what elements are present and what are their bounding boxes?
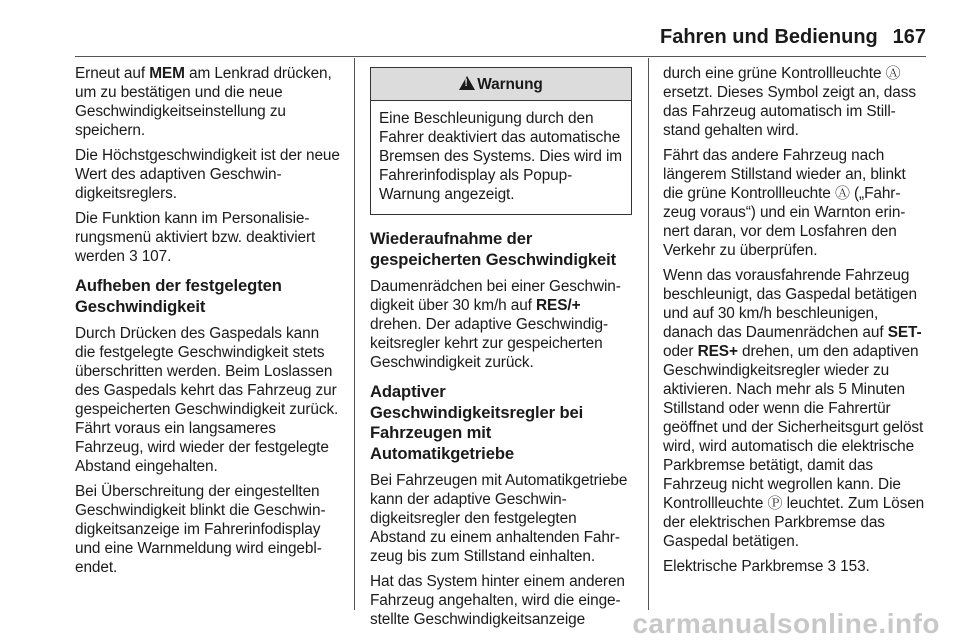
paragraph: Wenn das vorausfahrende Fahrzeug beschleunigt, das Gaspedal betätigen und auf 30 km/h beschleunigen, danach das Daumenrädchen auf SET- oder RES+ drehen, um den adaptiven Geschwindigkeitsregler wieder zu aktivieren. Nach mehr als 5 Minuten Stillstand oder wenn die Fahrertür geöffnet und der Sicherheitsgurt gelöst wird, wird automatisch die elektrische Parkbremse betätigt, damit das Fahrzeug nicht wegrollen kann. Die Kontrollleuchte Ⓟ leuchtet. Zum Lösen der elektrischen Parkbremse das Gaspedal betätigen. [663, 267, 925, 550]
paragraph: Hat das System hinter einem anderen Fahrzeug angehalten, wird die eingestellte Geschwindigkeitsanzeige [370, 573, 625, 628]
column-1 [75, 64, 340, 583]
warning-triangle-icon [459, 76, 475, 90]
column-divider-2 [648, 58, 649, 610]
warning-body: Eine Beschleunigung durch den Fahrer deaktiviert das automatische Bremsen des Systems. Dies wird im Fahrerinfodisplay als Popup-Warnung angezeigt. [379, 110, 623, 203]
vehicle-ahead-icon: Ⓐ [834, 185, 850, 202]
warning-box [370, 67, 632, 215]
paragraph: Bei Fahrzeugen mit Automatikgetriebe kann der adaptive Geschwindigkeitsregler den festgelegten Abstand zu einem anhaltenden Fahrzeug bis zum Stillstand einhalten. [370, 472, 628, 565]
paragraph: Daumenrädchen bei einer Geschwindigkeit über 30 km/h auf RES/+ drehen. Der adaptive Geschwindigkeitsregler kehrt zur gespeicherten Geschwindigkeit zurück. [370, 278, 621, 371]
page-ref[interactable]: 153. [835, 558, 870, 575]
parking-brake-icon: Ⓟ [767, 495, 783, 512]
paragraph: Elektrische Parkbremse 3 153. [663, 558, 870, 575]
header-rule [75, 56, 926, 57]
section-heading: Adaptiver Geschwindigkeitsregler bei Fahrzeugen mit Automatikgetriebe [370, 382, 584, 463]
watermark: carmanualsonline.info [632, 608, 940, 639]
paragraph: Die Höchstgeschwindigkeit ist der neue Wert des adaptiven Geschwindigkeitsreglers. [75, 147, 340, 202]
paragraph: Die Funktion kann im Personalisierungsmenü aktiviert bzw. deaktiviert werden 3 107. [75, 210, 316, 265]
warning-title: Warnung [477, 76, 543, 93]
section-heading: Wiederaufnahme der gespeicherten Geschwindigkeit [370, 229, 617, 269]
page-number: 167 [892, 26, 926, 48]
column-2 [370, 64, 632, 635]
paragraph: durch eine grüne Kontrollleuchte Ⓐ ersetzt. Dieses Symbol zeigt an, dass das Fahrzeug automatisch im Stillstand gehalten wird. [663, 65, 916, 139]
paragraph: Durch Drücken des Gaspedals kann die festgelegte Geschwindigkeit stets überschritten werden. Beim Loslassen des Gaspedals kehrt das Fahrzeug zur gespeicherten Geschwindigkeit zurück. Fährt voraus ein langsameres Fahrzeug, wird wieder der festgelegte Abstand eingehalten. [75, 325, 339, 475]
page-title: Fahren und Bedienung [660, 26, 878, 48]
section-heading: Aufheben der festgelegten Geschwindigkeit [75, 276, 282, 316]
paragraph: Erneut auf MEM am Lenkrad drücken, um zu bestätigen und die neue Geschwindigkeitseinstellung zu speichern. [75, 65, 332, 139]
vehicle-hold-icon: Ⓐ [885, 65, 901, 82]
column-divider-1 [354, 58, 355, 610]
res-button-ref: RES/+ [536, 297, 581, 314]
warning-header [371, 68, 631, 101]
paragraph: Bei Überschreitung der eingestellten Geschwindigkeit blinkt die Geschwindigkeitsanzeige im Fahrerinfodisplay und eine Warnmeldung wird eingeblendet. [75, 483, 326, 576]
set-button-ref: SET- [887, 324, 922, 341]
res-plus-button-ref: RES+ [697, 343, 738, 360]
column-3 [663, 64, 926, 582]
page-ref[interactable]: 107. [137, 248, 172, 265]
paragraph: Fährt das andere Fahrzeug nach längerem Stillstand wieder an, blinkt die grüne Kontrollleuchte Ⓐ („Fahrzeug voraus“) und ein Warnton erinnert daran, vor dem Losfahren den Verkehr zu überprüfen. [663, 147, 906, 259]
mem-button-ref: MEM [149, 65, 185, 82]
page-ref-arrow-icon: 3 [827, 558, 836, 575]
page-ref-arrow-icon: 3 [129, 248, 138, 265]
page-header [660, 26, 926, 49]
